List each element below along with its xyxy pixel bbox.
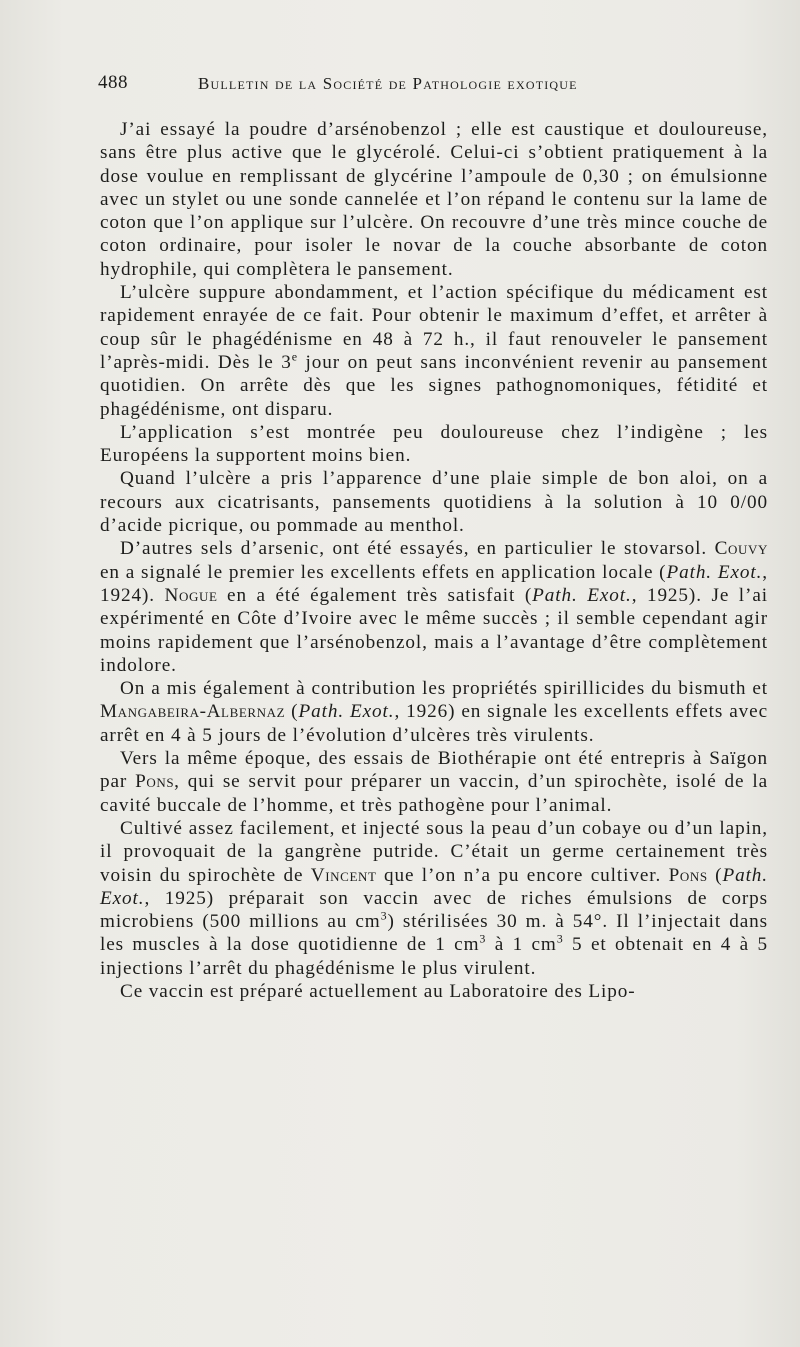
author-name: Nogue xyxy=(164,584,218,606)
paragraph xyxy=(100,677,768,747)
text-run: 5 et obtenait en 4 à 5 injections l’arrêt du phagédénisme le plus virulent. xyxy=(100,934,768,979)
article-body xyxy=(100,118,768,1003)
superscript: e xyxy=(291,349,298,364)
author-name: Pons xyxy=(668,864,708,886)
journal-citation: Path. Exot. xyxy=(532,584,632,606)
author-name: Mangabeira-Albernaz xyxy=(100,701,286,723)
paragraph xyxy=(100,118,768,281)
paragraph xyxy=(100,980,768,1003)
superscript: 3 xyxy=(556,932,564,946)
text-run: ) stérilisées 30 m. à 54°. Il l’injectait dans les muscles à la dose quotidienne de 1 cm xyxy=(100,911,768,956)
paragraph xyxy=(100,817,768,980)
text-run: D’autres sels d’arsenic, ont été essayés, en particulier le stovarsol. xyxy=(120,538,715,560)
text-run: L’application s’est montrée peu douloureuse chez l’indigène ; les Européens la supportent moins bien. xyxy=(100,421,768,467)
text-run: jour on peut sans inconvénient revenir au pansement quotidien. On arrête dès que les signes pathognomoniques, fétidité et phagédénisme, ont disparu. xyxy=(100,351,769,420)
author-name: Couvy xyxy=(714,538,768,560)
text-run: On a mis également à contribution les propriétés spirillicides du bismuth et xyxy=(120,678,768,700)
text-run: Ce vaccin est préparé actuellement au Laboratoire des Lipo- xyxy=(120,980,636,1002)
paragraph xyxy=(100,421,768,468)
paragraph xyxy=(100,467,768,537)
text-run: en a signalé le premier les excellents effets en application locale ( xyxy=(100,561,667,583)
text-run: ( xyxy=(707,864,723,886)
paragraph xyxy=(100,281,768,421)
text-run: , 1925) préparait son vaccin avec de riches émulsions de corps microbiens (500 millions au cm xyxy=(100,887,768,933)
text-run: à 1 cm xyxy=(486,934,557,956)
text-run: , 1924). xyxy=(100,561,768,606)
author-name: Pons xyxy=(135,771,175,793)
text-run: , 1925). Je l’ai expérimenté en Côte d’Ivoire avec le même succès ; il semble cependant agir moins rapidement que l’arsénobenzol, mais a l’avantage d’être complètement indolore. xyxy=(100,584,768,676)
text-run: Vers la même époque, des essais de Biothérapie ont été entrepris à Saïgon par xyxy=(100,748,768,793)
journal-citation: Path. Exot. xyxy=(666,561,763,583)
text-run: L’ulcère suppure abondamment, et l’action spécifique du médicament est rapidement enrayée de ce fait. Pour obtenir le maximum d’effet, et arrêter à coup sûr le phagédénisme en 48 à 72 h., il faut renouveler le pansement l’après-midi. Dès le 3 xyxy=(100,282,768,373)
superscript: 3 xyxy=(380,908,388,923)
page-header xyxy=(98,72,764,102)
text-run: Cultivé assez facilement, et injecté sous la peau d’un cobaye ou d’un lapin, il provoquait de la gangrène putride. C’était un germe certainement très voisin du spirochète de xyxy=(100,817,768,886)
journal-citation: Path. Exot. xyxy=(100,864,768,909)
text-run: , 1926) en signale les excellents effets avec arrêt en 4 à 5 jours de l’évolution d’ulcères très virulents. xyxy=(100,701,768,746)
superscript: 3 xyxy=(479,932,487,946)
paragraph xyxy=(100,537,768,677)
text-run: Quand l’ulcère a pris l’apparence d’une plaie simple de bon aloi, on a recours aux cicatrisants, pansements quotidiens à la solution à 10 0/00 d’acide picrique, ou pommade au menthol. xyxy=(100,468,768,537)
text-run: ( xyxy=(285,701,299,723)
text-run: en a été également très satisfait ( xyxy=(217,584,533,606)
text-run: J’ai essayé la poudre d’arsénobenzol ; elle est caustique et douloureuse, sans être plus active que le glycérolé. Celui-ci s’obtient pratiquement à la dose voulue en remplissant de glycérine l’ampoule de 0,30 ; on émulsionne avec un stylet ou une sonde cannelée et l’on répand le contenu sur la lame de coton que l’on applique sur l’ulcère. On recouvre d’une très mince couche de coton ordinaire, pour isoler le novar de la couche absorbante de coton hydrophile, qui complètera le pansement. xyxy=(100,119,768,280)
text-run: , qui se servit pour préparer un vaccin, d’un spirochète, isolé de la cavité buccale de l’homme, et très pathogène pour l’animal. xyxy=(100,771,768,816)
running-title: Bulletin de la Société de Pathologie exotique xyxy=(198,74,578,93)
paragraph xyxy=(100,747,768,817)
author-name: Vincent xyxy=(310,864,377,886)
journal-citation: Path. Exot. xyxy=(298,701,395,723)
text-run: que l’on n’a pu encore cultiver. xyxy=(376,864,669,886)
page-number: 488 xyxy=(98,72,128,93)
